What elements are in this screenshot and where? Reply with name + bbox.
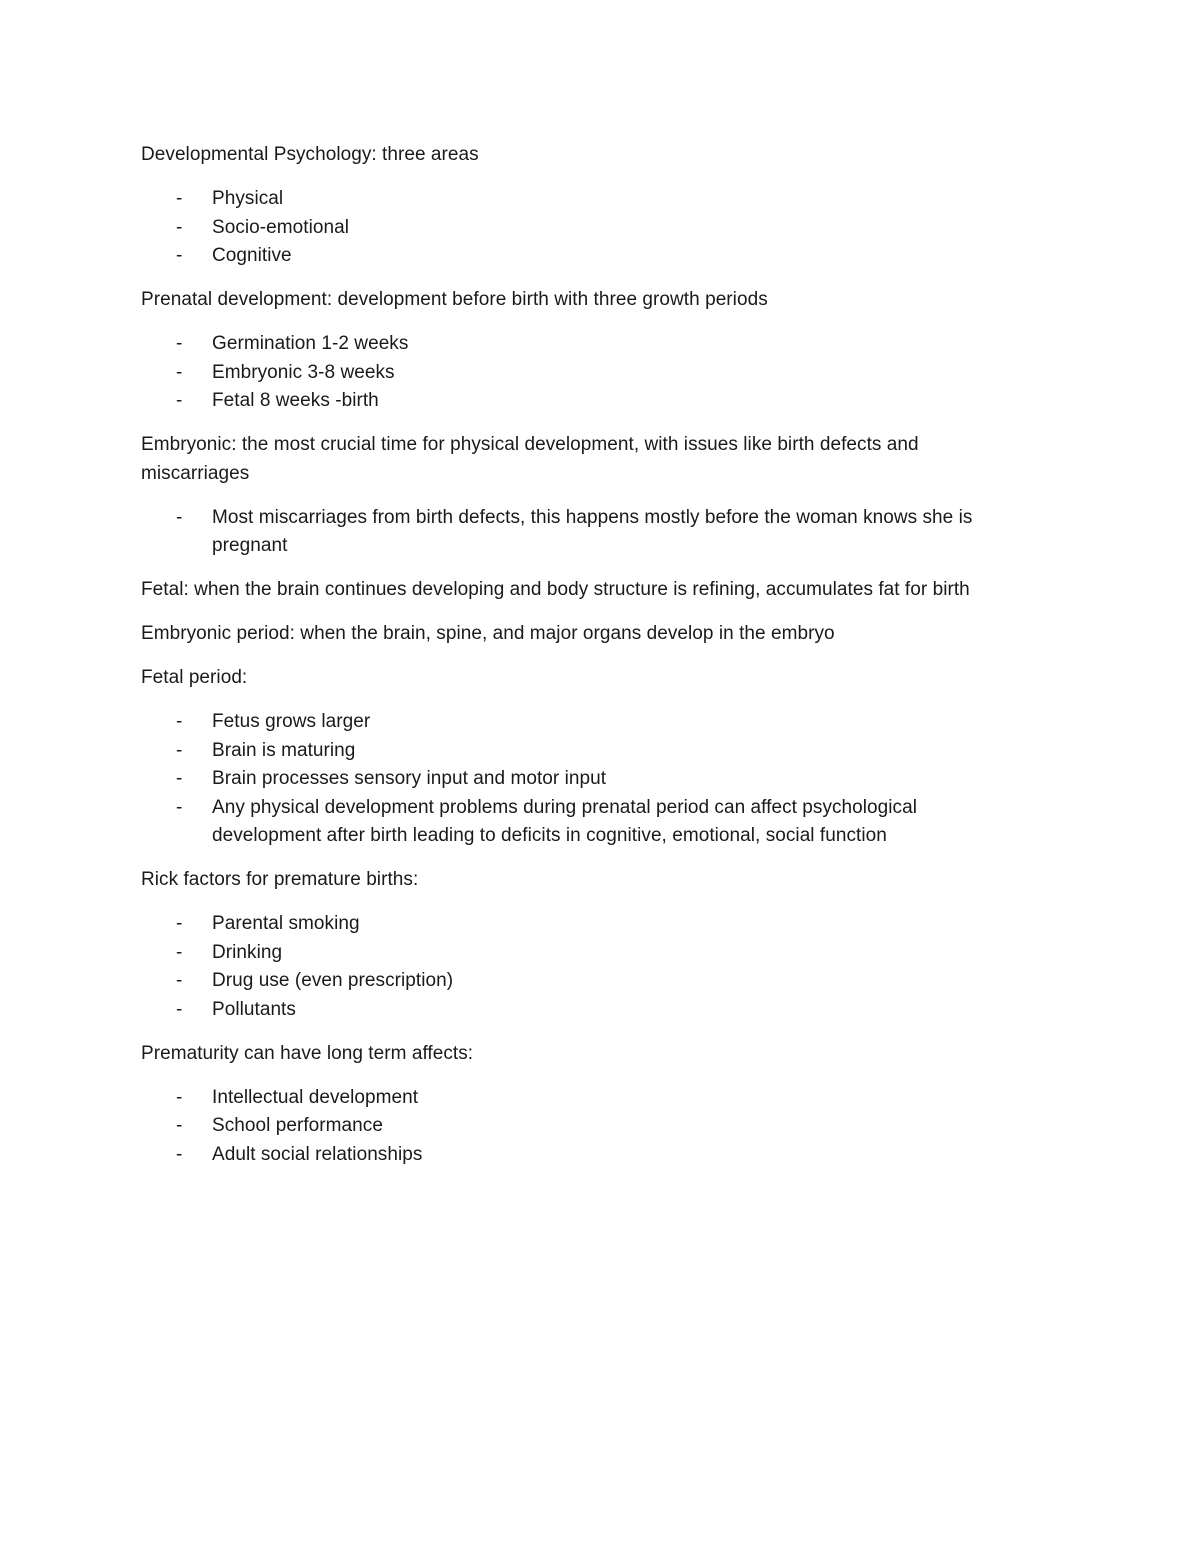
list-miscarriages [141, 504, 1021, 561]
bullet-dash: - [176, 245, 183, 266]
bullet-dash: - [176, 506, 183, 528]
bullet-dash: - [176, 913, 183, 934]
list-item: - Embryonic 3-8 weeks [141, 359, 1021, 388]
paragraph-embryonic-period: Embryonic period: when the brain, spine, and major organs develop in the embryo [141, 623, 835, 644]
bullet-dash: - [176, 998, 183, 1020]
list-item: - Parental smoking [141, 910, 1021, 939]
bullet-dash: - [176, 1086, 183, 1108]
document-body [141, 141, 1021, 1185]
list-item: - Most miscarriages from birth defects, this happens mostly before the woman knows she is pregnant [141, 504, 1021, 561]
list-long-term-affects [141, 1084, 1021, 1170]
bullet-dash: - [176, 1143, 183, 1165]
list-item: - Intellectual development [141, 1084, 1021, 1113]
paragraph-fetal: Fetal: when the brain continues developing and body structure is refining, accumulates fat for birth [141, 579, 970, 600]
heading-developmental-psychology: Developmental Psychology: three areas [141, 144, 479, 165]
bullet-dash: - [176, 711, 183, 732]
list-item: - Brain processes sensory input and motor input [141, 765, 1021, 794]
list-item: - Drinking [141, 939, 1021, 968]
bullet-dash: - [176, 739, 183, 761]
list-item: - Brain is maturing [141, 737, 1021, 766]
bullet-dash: - [176, 1115, 183, 1136]
heading-risk-factors: Rick factors for premature births: [141, 869, 419, 890]
list-item: - Any physical development problems during prenatal period can affect psychological development after birth leading to deficits in cognitive, emotional, social function [141, 794, 1021, 851]
list-item: - Socio-emotional [141, 214, 1021, 243]
bullet-dash: - [176, 361, 183, 383]
list-item: - Adult social relationships [141, 1141, 1021, 1170]
bullet-dash: - [176, 216, 183, 238]
list-item: - Pollutants [141, 996, 1021, 1025]
list-areas [141, 185, 1021, 271]
bullet-dash: - [176, 188, 183, 209]
list-item: - Fetus grows larger [141, 708, 1021, 737]
list-growth-periods [141, 330, 1021, 416]
bullet-dash: - [176, 970, 183, 991]
heading-prematurity: Prematurity can have long term affects: [141, 1042, 474, 1064]
list-risk-factors [141, 910, 1021, 1024]
bullet-dash: - [176, 768, 183, 789]
list-item: - Cognitive [141, 242, 1021, 271]
heading-prenatal-development: Prenatal development: development before birth with three growth periods [141, 289, 768, 310]
heading-fetal-period: Fetal period: [141, 667, 248, 688]
paragraph-embryonic: Embryonic: the most crucial time for physical development, with issues like birth defects and miscarriages [141, 434, 919, 484]
bullet-dash: - [176, 390, 183, 411]
bullet-dash: - [176, 796, 183, 818]
bullet-dash: - [176, 333, 183, 354]
bullet-dash: - [176, 941, 183, 963]
list-fetal-period [141, 708, 1021, 851]
list-item: - Drug use (even prescription) [141, 967, 1021, 996]
list-item: - Physical [141, 185, 1021, 214]
list-item: - School performance [141, 1112, 1021, 1141]
list-item: - Fetal 8 weeks -birth [141, 387, 1021, 416]
list-item: - Germination 1-2 weeks [141, 330, 1021, 359]
